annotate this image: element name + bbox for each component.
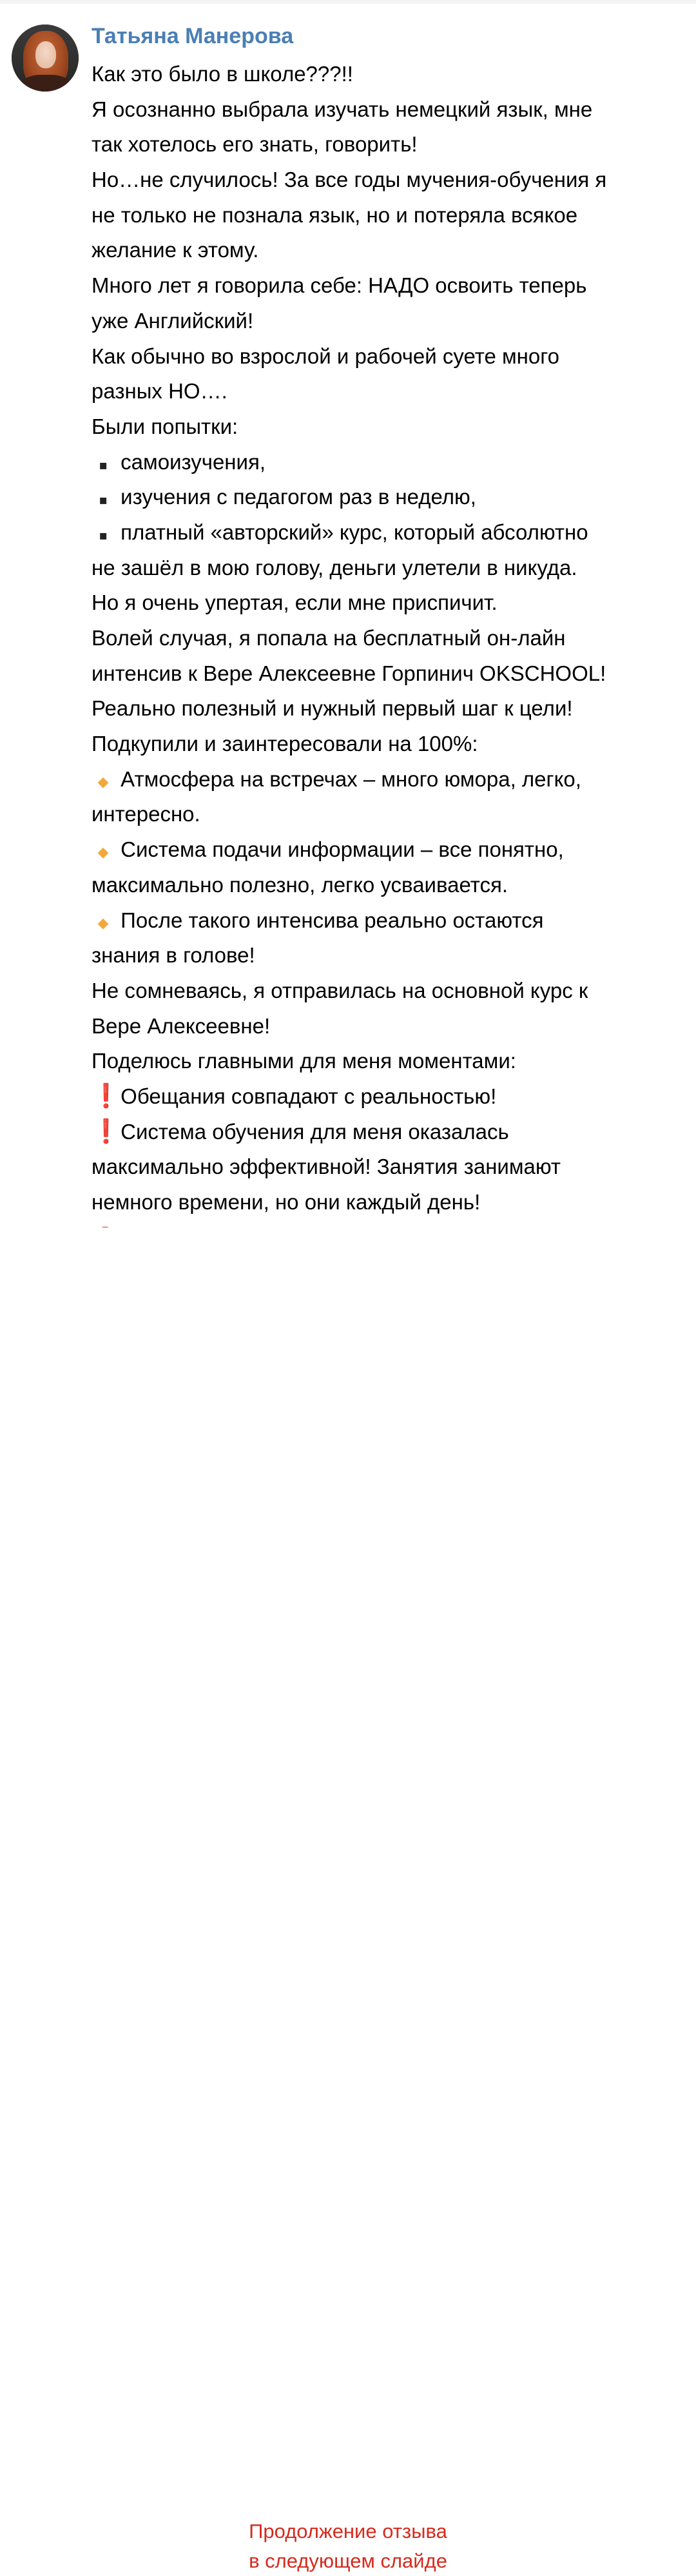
post-line-text: Много лет я говорила себе: НАДО освоить теперь <box>92 273 587 298</box>
post-line-text: Я осознанно выбрала изучать немецкий язык, мне <box>92 97 593 121</box>
post-line <box>92 938 672 973</box>
post-line-text: платный «авторский» курс, который абсолютно <box>121 520 588 544</box>
post-text <box>92 57 672 1220</box>
post-line <box>92 304 672 339</box>
square-bullet-icon: ▪ <box>99 527 108 543</box>
diamond-bullet-icon: ◆ <box>97 774 109 790</box>
exclamation-icon: ❗ <box>92 1082 121 1109</box>
post-line-text: так хотелось его знать, говорить! <box>92 132 418 157</box>
post-line <box>92 1009 672 1044</box>
post-line-text: разных НО…. <box>92 379 227 404</box>
post-line-text: Не сомневаясь, я отправилась на основной курс к <box>92 978 588 1002</box>
post-line <box>92 198 672 233</box>
post-line-text: Обещания совпадают с реальностью! <box>121 1084 497 1108</box>
post-line-text: Как это было в школе???!! <box>92 62 353 86</box>
post-line <box>92 1149 672 1185</box>
post-line-text: Подкупили и заинтересовали на 100%: <box>92 732 478 756</box>
post-line-text: Но я очень упертая, если мне приспичит. <box>92 590 498 615</box>
post-line <box>92 832 672 868</box>
post-line <box>92 268 672 304</box>
post-line-text: максимально полезно, легко усваивается. <box>92 872 508 897</box>
post-line <box>92 585 672 621</box>
square-bullet-icon: ▪ <box>99 492 108 508</box>
continue-note-line2: в следующем слайде <box>249 2550 447 2572</box>
post-line-text: Система подачи информации – все понятно, <box>121 837 564 862</box>
post-line-text: не зашёл в мою голову, деньги улетели в никуда. <box>92 555 577 580</box>
post-line <box>92 127 672 162</box>
post-line-text: После такого интенсива реально остаются <box>121 908 544 932</box>
post-line-text: желание к этому. <box>92 238 259 262</box>
post-line <box>92 656 672 692</box>
post-line <box>92 92 672 128</box>
post-line <box>92 903 672 939</box>
post-line-text: Были попытки: <box>92 414 238 438</box>
post-line-text: изучения с педагогом раз в неделю, <box>121 485 476 509</box>
footer-panel <box>0 1227 696 2572</box>
exclamation-icon: ❗ <box>92 1118 121 1145</box>
review-post <box>0 0 696 1231</box>
post-line <box>92 762 672 797</box>
post-line-text: Но…не случилось! За все годы мучения-обучения я <box>92 168 607 192</box>
post-line <box>92 445 672 480</box>
post-line <box>92 1115 672 1150</box>
post-line <box>92 339 672 375</box>
diamond-bullet-icon: ◆ <box>97 915 109 932</box>
post-line-text: интенсив к Вере Алексеевне Горпинич OKSCHOOL! <box>92 661 606 685</box>
post-line <box>92 409 672 445</box>
post-line <box>92 727 672 762</box>
post-line <box>92 691 672 727</box>
post-line <box>92 374 672 409</box>
post-line <box>92 973 672 1009</box>
author-name[interactable]: Татьяна Манерова <box>92 24 294 48</box>
post-line-text: Система обучения для меня оказалась <box>121 1119 509 1144</box>
avatar-body <box>21 75 71 92</box>
post-line-text: интересно. <box>92 802 200 826</box>
post-line <box>92 1044 672 1079</box>
post-line <box>92 515 672 551</box>
post-line-text: Вере Алексеевне! <box>92 1013 271 1038</box>
post-line-text: Волей случая, я попала на бесплатный он-лайн <box>92 626 566 650</box>
post-line-text: Атмосфера на встречах – много юмора, легко, <box>121 766 581 791</box>
post-line-text: Поделюсь главными для меня моментами: <box>92 1049 516 1073</box>
post-line <box>92 551 672 586</box>
post-line <box>92 162 672 198</box>
post-line <box>92 621 672 656</box>
post-line <box>92 1079 672 1115</box>
post-line <box>92 1185 672 1220</box>
diamond-bullet-icon: ◆ <box>97 844 109 861</box>
post-line-text: не только не познала язык, но и потеряла всякое <box>92 202 578 227</box>
post-line <box>92 57 672 92</box>
square-bullet-icon: ▪ <box>99 456 108 473</box>
post-line <box>92 233 672 268</box>
avatar-face <box>35 41 56 68</box>
avatar[interactable] <box>12 24 79 92</box>
post-line <box>92 480 672 515</box>
post-line-text: максимально эффективной! Занятия занимают <box>92 1155 561 1179</box>
post-line-text: знания в голове! <box>92 943 255 968</box>
post-line-text: самоизучения, <box>121 449 266 474</box>
post-line-text: Реально полезный и нужный первый шаг к цели! <box>92 696 573 721</box>
post-line <box>92 868 672 903</box>
post-line <box>92 797 672 832</box>
post-line-text: немного времени, но они каждый день! <box>92 1190 481 1214</box>
post-line-text: уже Английский! <box>92 308 254 333</box>
continue-note-line1: Продолжение отзыва <box>249 2520 447 2542</box>
post-line-text: Как обычно во взрослой и рабочей суете много <box>92 344 559 368</box>
